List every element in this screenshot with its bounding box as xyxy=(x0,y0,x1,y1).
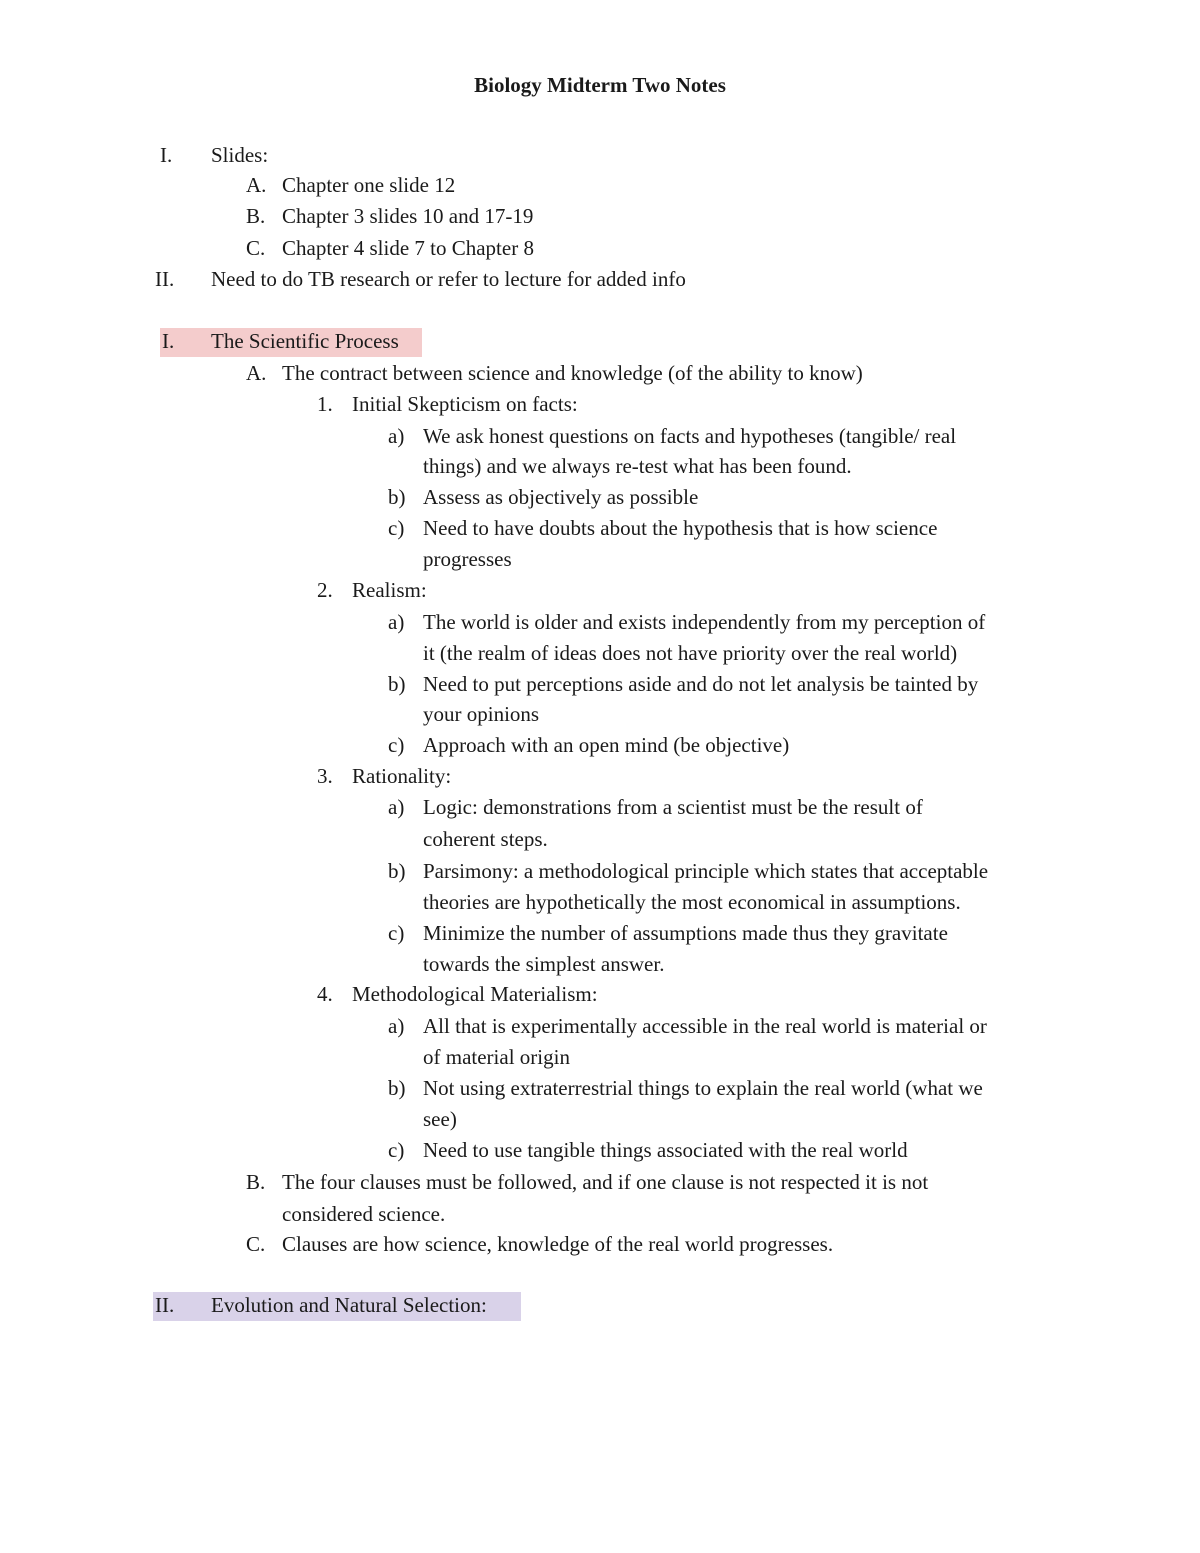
item-1a-line2: things) and we always re-test what has been found. xyxy=(423,454,852,478)
outline1-marker-1: I. xyxy=(160,143,173,167)
item-1-marker: 1. xyxy=(317,392,333,416)
item-2c-line1: Approach with an open mind (be objective) xyxy=(423,733,790,757)
item-3b-line1: Parsimony: a methodological principle which states that acceptable xyxy=(423,859,989,883)
outline1-sub-item-b: Chapter 3 slides 10 and 17-19 xyxy=(282,204,534,228)
item-1a-marker: a) xyxy=(388,424,405,448)
item-3c-marker: c) xyxy=(388,921,405,945)
section1-a-text: The contract between science and knowledge (of the ability to know) xyxy=(282,361,863,385)
item-4b-marker: b) xyxy=(388,1076,406,1100)
section1-a-marker: A. xyxy=(246,361,267,385)
item-1a-line1: We ask honest questions on facts and hypotheses (tangible/ real xyxy=(423,424,957,448)
item-1b-marker: b) xyxy=(388,485,406,509)
item-1c-marker: c) xyxy=(388,516,405,540)
outline1-item-slides: Slides: xyxy=(211,143,269,167)
item-3-heading: Rationality: xyxy=(352,764,452,788)
item-1c-line1: Need to have doubts about the hypothesis that is how science xyxy=(423,516,938,540)
item-2a-line1: The world is older and exists independently from my perception of xyxy=(423,610,986,634)
section2-heading: Evolution and Natural Selection: xyxy=(211,1293,487,1317)
section1-b-line2: considered science. xyxy=(282,1202,446,1226)
item-3a-marker: a) xyxy=(388,795,405,819)
section1-c-line1: Clauses are how science, knowledge of the real world progresses. xyxy=(282,1232,834,1256)
section1-marker: I. xyxy=(162,329,175,353)
item-2-marker: 2. xyxy=(317,578,333,602)
outline1-item-research: Need to do TB research or refer to lecture for added info xyxy=(211,267,686,291)
item-2b-marker: b) xyxy=(388,672,406,696)
item-2a-marker: a) xyxy=(388,610,405,634)
item-2b-line2: your opinions xyxy=(423,702,540,726)
outline1-sub-item-a: Chapter one slide 12 xyxy=(282,173,456,197)
section1-heading: The Scientific Process xyxy=(211,329,399,353)
item-4a-line2: of material origin xyxy=(423,1045,570,1069)
item-3a-line2: coherent steps. xyxy=(423,827,548,851)
item-2b-line1: Need to put perceptions aside and do not let analysis be tainted by xyxy=(423,672,979,696)
item-4a-marker: a) xyxy=(388,1014,405,1038)
item-3b-marker: b) xyxy=(388,859,406,883)
section2-marker: II. xyxy=(155,1293,175,1317)
item-3a-line1: Logic: demonstrations from a scientist must be the result of xyxy=(423,795,923,819)
item-4c-marker: c) xyxy=(388,1138,405,1162)
item-4c-line1: Need to use tangible things associated with the real world xyxy=(423,1138,908,1162)
item-2c-marker: c) xyxy=(388,733,405,757)
item-1b-line1: Assess as objectively as possible xyxy=(423,485,699,509)
item-4-marker: 4. xyxy=(317,982,333,1006)
outline1-sub-marker-b: B. xyxy=(246,204,266,228)
item-4b-line2: see) xyxy=(423,1107,457,1131)
document-title: Biology Midterm Two Notes xyxy=(474,73,726,97)
item-3b-line2: theories are hypothetically the most economical in assumptions. xyxy=(423,890,961,914)
item-2a-line2: it (the realm of ideas does not have priority over the real world) xyxy=(423,641,958,665)
section1-b-marker: B. xyxy=(246,1170,266,1194)
item-1-heading: Initial Skepticism on facts: xyxy=(352,392,578,416)
section1-b-line1: The four clauses must be followed, and if one clause is not respected it is not xyxy=(282,1170,929,1194)
outline1-sub-item-c: Chapter 4 slide 7 to Chapter 8 xyxy=(282,236,534,260)
item-3c-line2: towards the simplest answer. xyxy=(423,952,665,976)
item-4a-line1: All that is experimentally accessible in the real world is material or xyxy=(423,1014,987,1038)
section1-c-marker: C. xyxy=(246,1232,266,1256)
outline1-marker-2: II. xyxy=(155,267,175,291)
item-4b-line1: Not using extraterrestrial things to explain the real world (what we xyxy=(423,1076,983,1100)
item-2-heading: Realism: xyxy=(352,578,427,602)
item-3c-line1: Minimize the number of assumptions made thus they gravitate xyxy=(423,921,948,945)
outline1-sub-marker-c: C. xyxy=(246,236,266,260)
item-3-marker: 3. xyxy=(317,764,333,788)
item-1c-line2: progresses xyxy=(423,547,512,571)
outline1-sub-marker-a: A. xyxy=(246,173,267,197)
item-4-heading: Methodological Materialism: xyxy=(352,982,598,1006)
